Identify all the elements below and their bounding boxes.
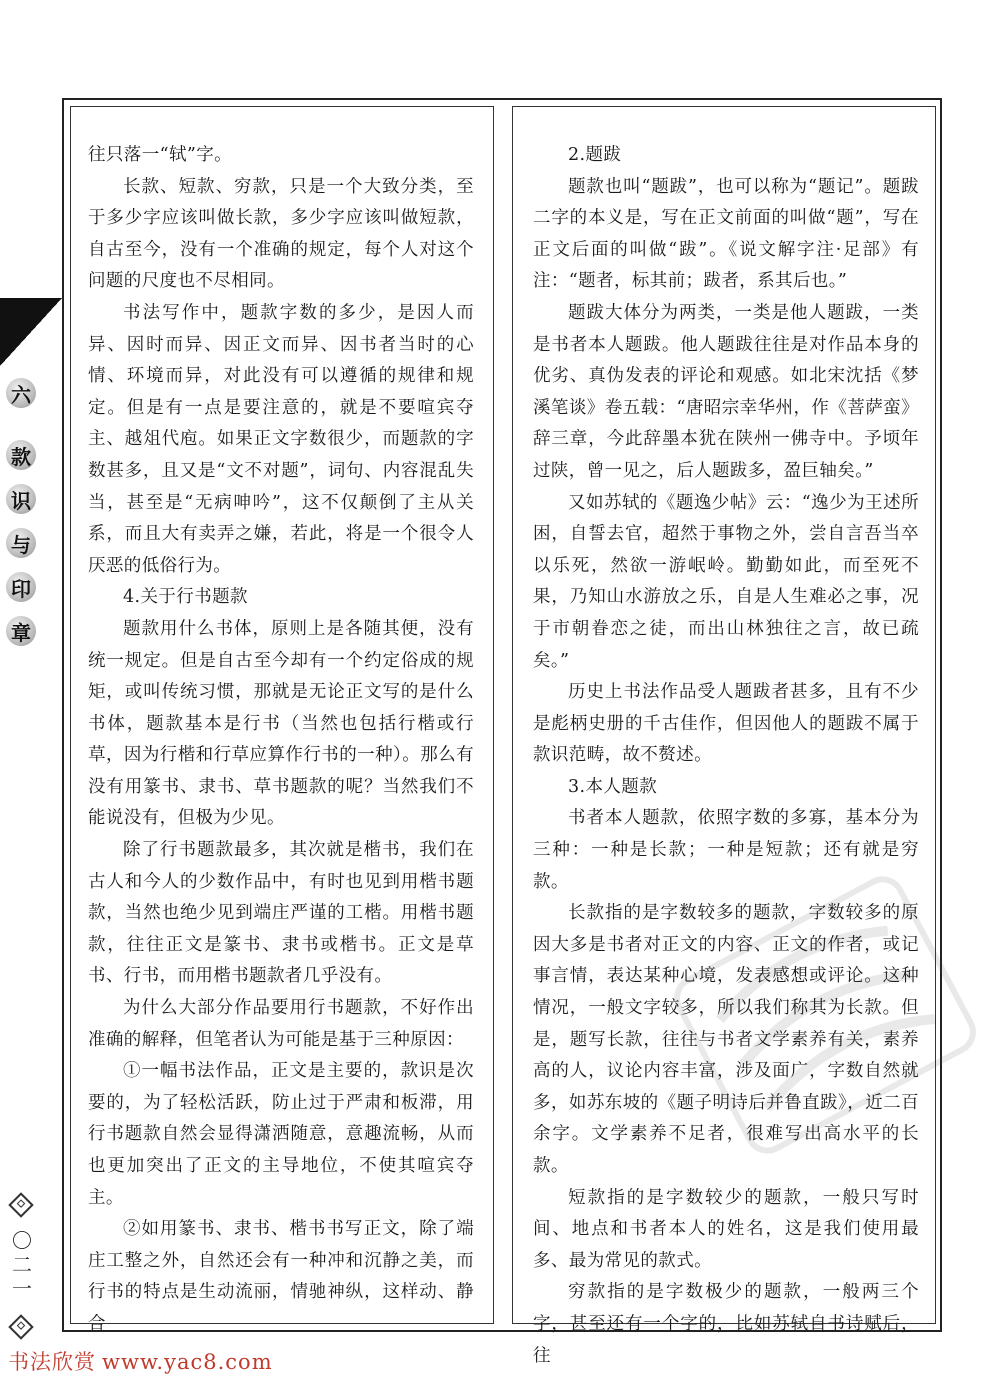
paragraph: 题款也叫“题跋”，也可以称为“题记”。题跋二字的本义是，写在正文前面的叫做“题”，写在正文后面的叫做“跋”。《说文解字注·足部》有注：“题者，标其前；跋者，系其后也。” (533, 176, 919, 292)
section-heading: 2.题跋 (568, 145, 622, 165)
paragraph: 又如苏轼的《题逸少帖》云：“逸少为王述所困，自誓去官，超然于事物之外，尝自言吾当卒以乐死，然欲一游岷岭。勤勤如此，而至死不果，乃知山水游放之乐，自是人生难必之事，况于市朝眷恋之徒，而出山林独往之言，故已疏矣。” (533, 492, 919, 671)
diamond-ornament-icon (8, 1314, 33, 1339)
paragraph: 题跋大体分为两类，一类是他人题跋，一类是书者本人题跋。他人题跋往往是对作品本身的优劣、真伪发表的评论和观感。如北宋沈括《梦溪笔谈》卷五载：“唐昭宗幸华州，作《菩萨蛮》辞三章，今此辞墨本犹在陕州一佛寺中。予顷年过陕，曾一见之，后人题跋多，盈巨轴矣。” (533, 302, 919, 481)
paragraph: 历史上书法作品受人题跋者甚多，且有不少是彪柄史册的千古佳作，但因他人的题跋不属于款识范畴，故不赘述。 (533, 682, 919, 766)
side-title-char: 与 (6, 528, 36, 558)
paragraph: ①一幅书法作品，正文是主要的，款识是次要的，为了轻松活跃，防止过于严肃和板滞，用行书题款自然会显得潇洒随意，意趣流畅，从而也更加突出了正文的主导地位，不使其喧宾夺主。 (88, 1061, 474, 1208)
site-name: 书法欣赏 (8, 1350, 96, 1374)
paragraph: 除了行书题款最多，其次就是楷书，我们在古人和今人的少数作品中，有时也见到用楷书题款，当然也绝少见到端庄严谨的工楷。用楷书题款，往往正文是篆书、隶书或楷书。正文是草书、行书，而用楷书题款者几乎没有。 (88, 840, 474, 987)
paragraph: 书者本人题款，依照字数的多寡，基本分为三种：一种是长款；一种是短款；还有就是穷款。 (533, 808, 919, 892)
paragraph: 穷款指的是字数极少的题款，一般两三个字，甚至还有一个字的，比如苏轼自书诗赋后，往 (533, 1282, 919, 1366)
site-footer (8, 1346, 273, 1376)
paragraph: 书法写作中，题款字数的多少，是因人而异、因时而异、因正文而异、因书者当时的心情、环境而异，对此没有可以遵循的规律和规定。但是有一点是要注意的，就是不要喧宾夺主、越俎代庖。如果正文字数很少，而题款的字数甚多，且又是“文不对题”，词句、内容混乱失当，甚至是“无病呻吟”，这不仅颠倒了主从关系，而且大有卖弄之嫌，若此，将是一个很令人厌恶的低俗行为。 (88, 302, 474, 576)
side-title-char: 六 (6, 378, 36, 408)
side-title-char: 章 (6, 616, 36, 646)
paragraph: 短款指的是字数较少的题款，一般只写时间、地点和书者本人的姓名，这是我们使用最多、最为常见的款式。 (533, 1187, 919, 1271)
paragraph: 为什么大部分作品要用行书题款，不好作出准确的解释，但笔者认为可能是基于三种原因： (88, 998, 474, 1050)
section-heading: 4.关于行书题款 (123, 587, 248, 608)
chapter-tab-marker (0, 298, 62, 366)
paragraph: ②如用篆书、隶书、楷书书写正文，除了端庄工整之外，自然还会有一种冲和沉静之美，而行书的特点是生动流丽，情驰神纵，这样动、静合 (88, 1219, 474, 1334)
paragraph: 长款指的是字数较多的题款，字数较多的原因大多是书者对正文的内容、正文的作者，或记事言情，表达某种心境，发表感想或评论。这种情况，一般文字较多，所以我们称其为长款。但是，题写长款，往往与书者文学素养有关，素养高的人，议论内容丰富，涉及面广，字数自然就多，如苏东坡的《题子明诗后并鲁直跋》，近二百余字。文学素养不足者，很难写出高水平的长款。 (533, 903, 919, 1176)
site-url-link[interactable]: www.yac8.com (102, 1350, 273, 1374)
right-text-column (533, 140, 919, 1372)
chapter-side-title (6, 378, 36, 646)
page-number: 〇二一 (8, 1230, 33, 1302)
side-title-char: 识 (6, 484, 36, 514)
diamond-ornament-icon (8, 1192, 33, 1217)
side-title-char: 款 (6, 440, 36, 470)
page-number-block (6, 1190, 36, 1342)
paragraph: 题款用什么书体，原则上是各随其便，没有统一规定。但是自古至今却有一个约定俗成的规矩，或叫传统习惯，那就是无论正文写的是什么书体，题款基本是行书（当然也包括行楷或行草，因为行楷和行草应算作行书的一种）。那么有没有用篆书、隶书、草书题款的呢？当然我们不能说没有，但极为少见。 (88, 618, 474, 829)
side-title-char: 印 (6, 572, 36, 602)
section-heading: 3.本人题款 (568, 776, 658, 797)
paragraph: 长款、短款、穷款，只是一个大致分类，至于多少字应该叫做长款，多少字应该叫做短款，自古至今，没有一个准确的规定，每个人对这个问题的尺度也不尽相同。 (88, 176, 474, 292)
left-text-column (88, 140, 474, 1341)
paragraph: 往只落一“轼”字。 (88, 145, 232, 165)
